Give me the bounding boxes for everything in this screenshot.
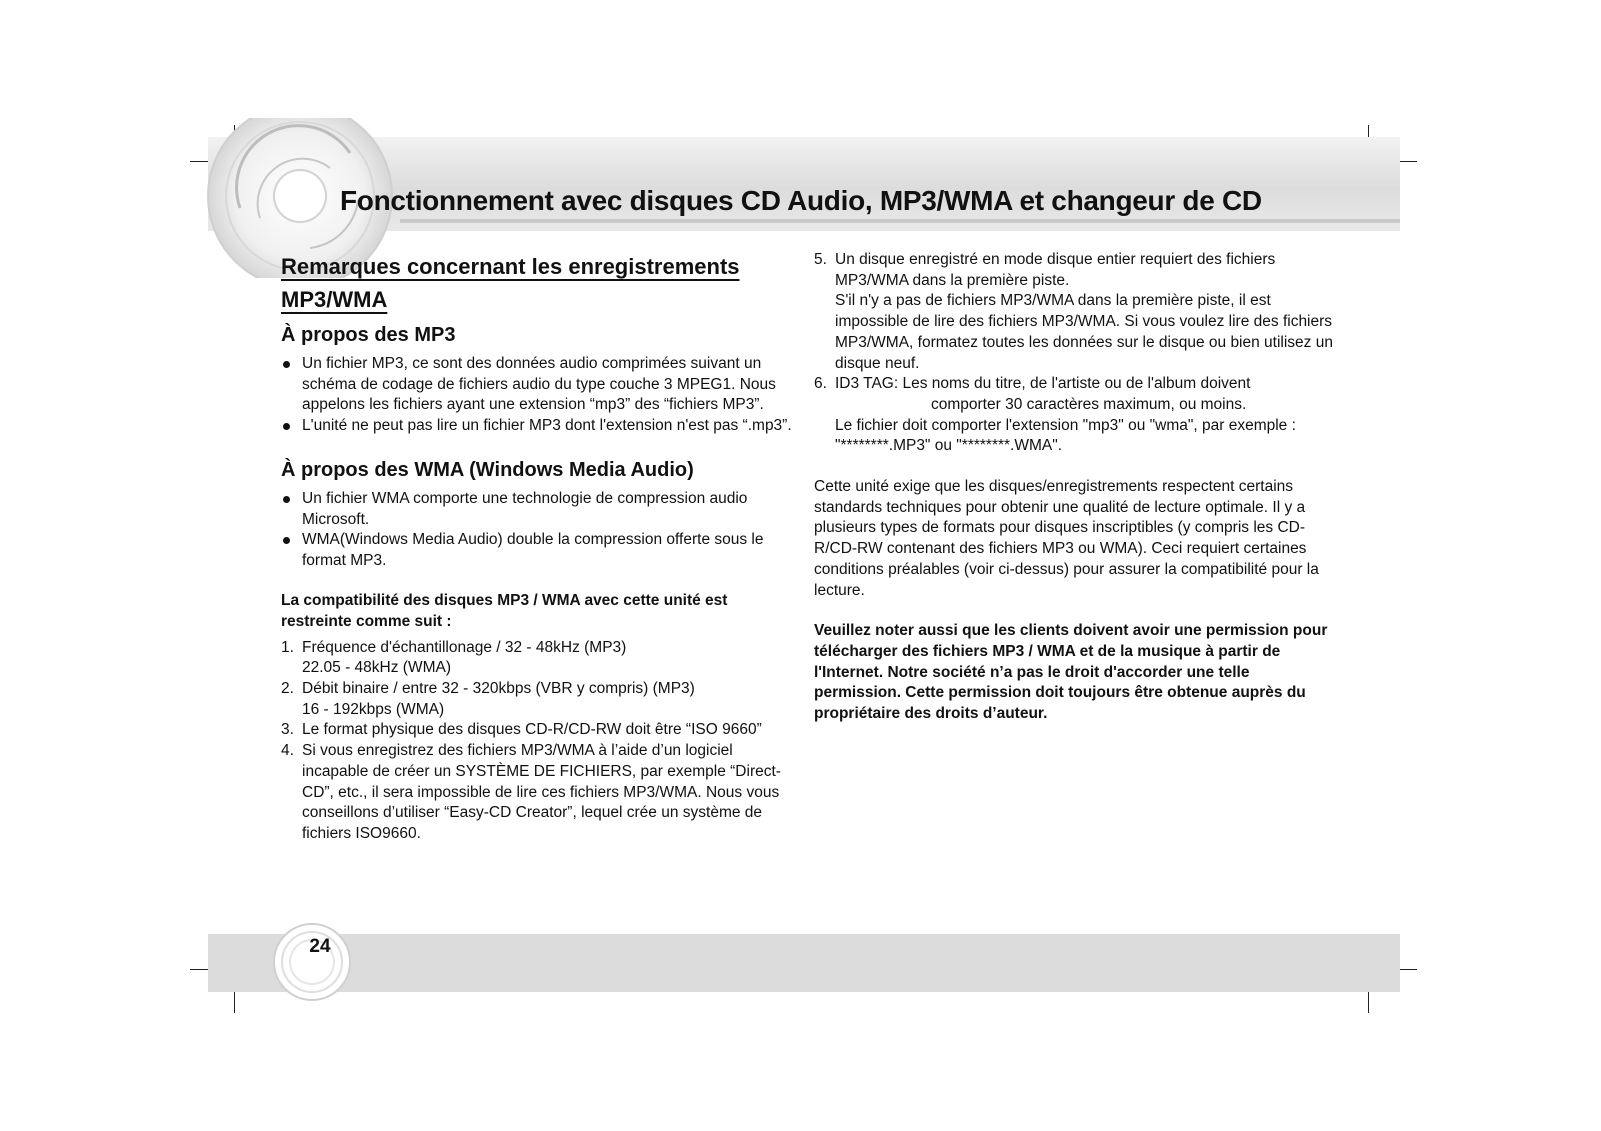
list-item: [281, 679, 801, 720]
list-item: [281, 720, 801, 741]
list-item: [814, 250, 1334, 374]
item-number: 2.: [281, 680, 294, 698]
item-text-line-2: 16 - 192kbps (WMA): [302, 700, 445, 718]
item-number: 3.: [281, 721, 294, 739]
list-item: Un fichier MP3, ce sont des données audio comprimées suivant un schéma de codage de fichiers audio du type couche 3 MPEG1. Nous appelons les fichiers ayant une extension “mp3” des “fichiers MP3”.: [281, 354, 801, 416]
list-item: WMA(Windows Media Audio) double la compression offerte sous le format MP3.: [281, 530, 801, 571]
standards-paragraph: Cette unité exige que les disques/enregistrements respectent certains standards techniques pour obtenir une qualité de lecture optimale. Il y a plusieurs types de formats pour disques inscriptibles (y compris les CD-R/CD-RW contenant des fichiers MP3 ou WMA). Ceci requiert certaines conditions préalables (voir ci-dessus) pour assurer la compatibilité pour la lecture.: [814, 478, 1319, 599]
wma-heading: À propos des WMA (Windows Media Audio): [281, 458, 694, 481]
item-text-line-1: Fréquence d'échantillonage / 32 - 48kHz (MP3): [302, 638, 627, 656]
wma-bullet-list: [281, 489, 801, 572]
section-heading: [281, 250, 801, 316]
item-number: 1.: [281, 638, 294, 656]
item-number: 5.: [814, 251, 827, 268]
left-column: [281, 250, 801, 845]
item-text-line-1: Débit binaire / entre 32 - 320kbps (VBR y compris) (MP3): [302, 680, 695, 698]
list-item: [814, 374, 1334, 457]
section-heading-line-1: Remarques concernant les enregistrements: [281, 254, 740, 279]
page-title: Fonctionnement avec disques CD Audio, MP3/WMA et changeur de CD: [340, 185, 1262, 216]
item-text-line-2: 22.05 - 48kHz (WMA): [302, 659, 452, 677]
list-item: L'unité ne peut pas lire un fichier MP3 dont l'extension n'est pas “.mp3”.: [281, 416, 801, 437]
right-column: [814, 250, 1334, 725]
header-underline: [400, 219, 1400, 223]
item-text-line-3: Le fichier doit comporter l'extension "mp3" ou "wma", par exemple : "********.MP3" ou "********.WMA".: [835, 416, 1296, 455]
item-text: Si vous enregistrez des fichiers MP3/WMA à l’aide d’un logiciel incapable de créer un SYSTÈME DE FICHIERS, par exemple “Direct-CD”, etc., il sera impossible de lire ces fichiers MP3/WMA. Nous vous conseillons d’utiliser “Easy-CD Creator”, lequel crée un système de fichiers ISO9660.: [302, 742, 781, 842]
mp3-bullet-list: [281, 354, 801, 437]
item-text-line-2: comporter 30 caractères maximum, ou moins.: [931, 395, 1247, 413]
item-number: 6.: [814, 375, 827, 393]
compatibility-list: [281, 638, 801, 845]
compatibility-note: La compatibilité des disques MP3 / WMA avec cette unité est restreinte comme suit :: [281, 591, 728, 630]
item-number: 4.: [281, 742, 294, 760]
permission-paragraph: Veuillez noter aussi que les clients doivent avoir une permission pour télécharger des fichiers MP3 / WMA et de la musique à partir de l'Internet. Notre société n’a pas le droit d'accorder une telle permission. Cette permission doit toujours être obtenue auprès du propriétaire des droits d’auteur.: [814, 622, 1328, 723]
list-item: [281, 638, 801, 679]
item-text: Le format physique des disques CD-R/CD-RW doit être “ISO 9660”: [302, 721, 762, 739]
mp3-heading: À propos des MP3: [281, 324, 456, 346]
list-item: Un fichier WMA comporte une technologie de compression audio Microsoft.: [281, 489, 801, 530]
compatibility-list-continued: [814, 250, 1334, 457]
item-text-line-1: ID3 TAG: Les noms du titre, de l'artiste ou de l'album doivent: [835, 375, 1251, 393]
list-item: [281, 741, 801, 845]
footer-band: [208, 934, 1400, 992]
section-heading-line-2: MP3/WMA: [281, 287, 388, 312]
item-text-continued: S'il n'y a pas de fichiers MP3/WMA dans la première piste, il est impossible de lire des fichiers MP3/WMA. Si vous voulez lire des fichiers MP3/WMA, formatez toutes les données sur le disque ou bien utilisez un disque neuf.: [835, 292, 1333, 372]
page-number: 24: [309, 936, 331, 957]
item-text: Un disque enregistré en mode disque entier requiert des fichiers MP3/WMA dans la première piste.: [835, 251, 1276, 289]
